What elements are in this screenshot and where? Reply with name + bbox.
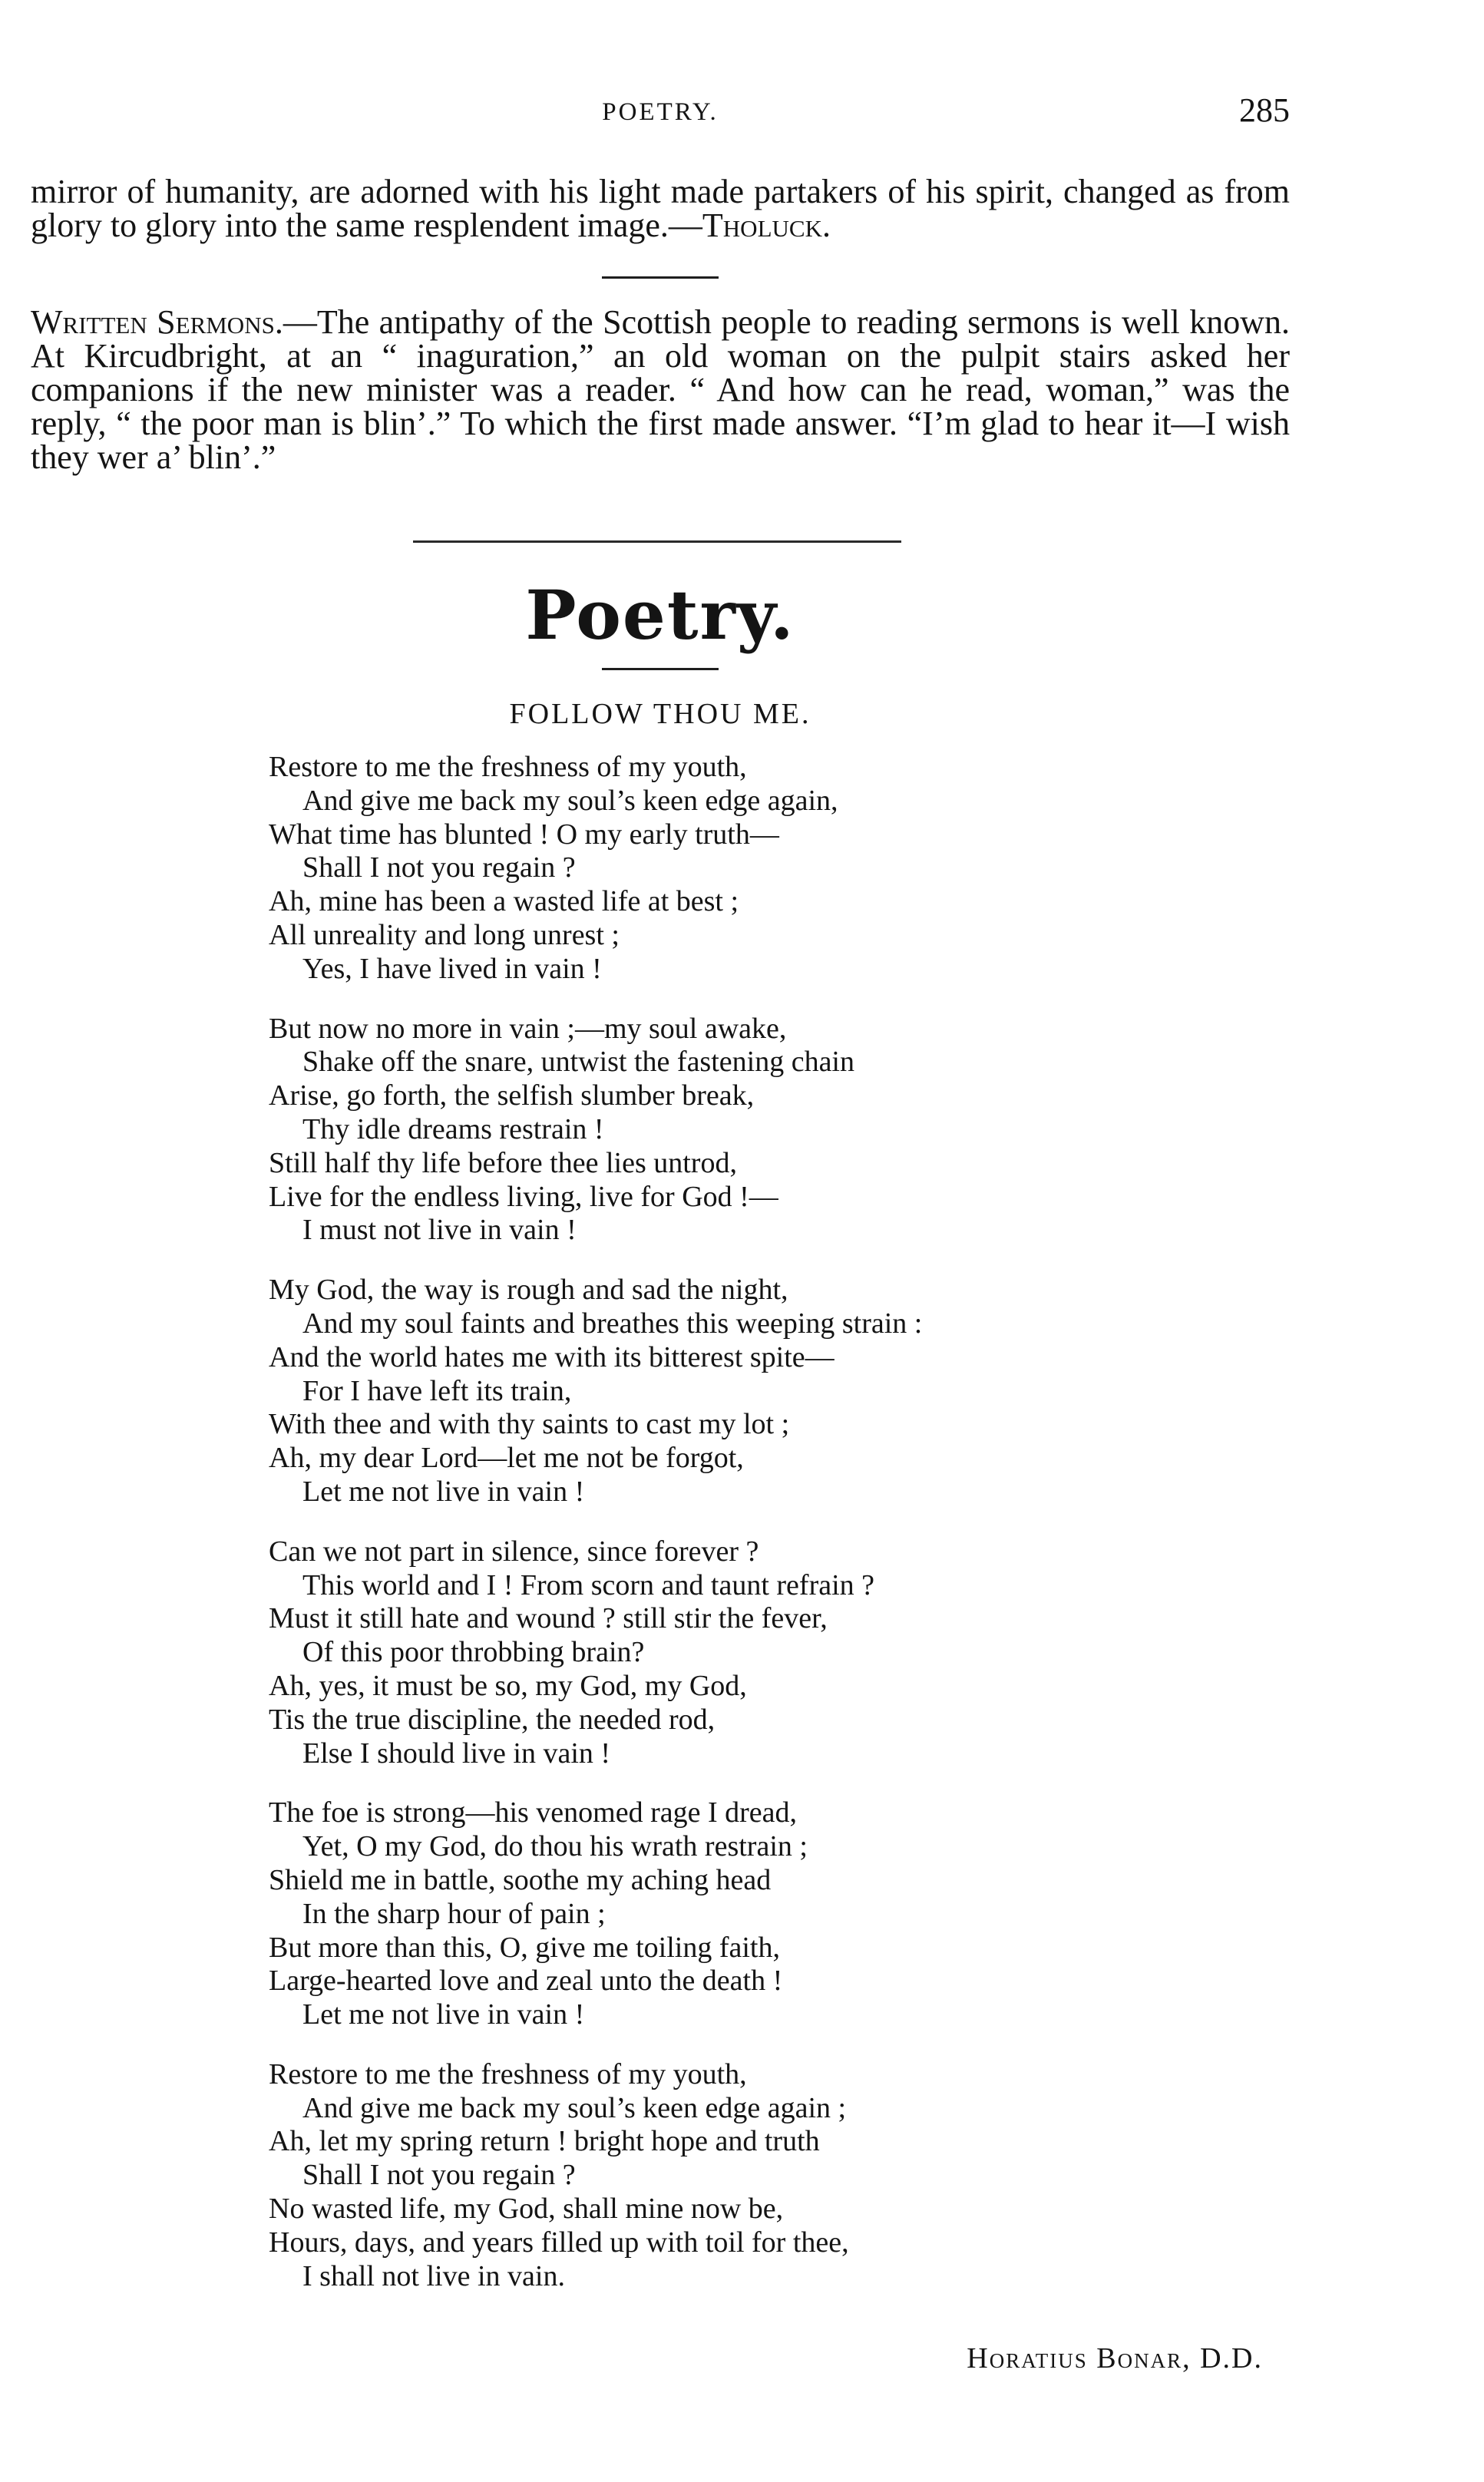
poem-line: But more than this, O, give me toiling faith,: [269, 1931, 780, 1964]
poem-line: Shake off the snare, untwist the fastening chain: [302, 1046, 854, 1079]
poem-line: Shall I not you regain ?: [302, 851, 576, 884]
written-sermons-text: —The antipathy of the Scottish people to reading sermons is well known. At Kircudbright, at an “ inaguration,” an old woman on the pulpit stairs asked her companions if the new minister was a reader. “ And how can he read, woman,” was the reply, “ the poor man is blin’.” To which the first made answer. “I’m glad to hear it—I wish they wer a’ blin’.”: [31, 303, 1290, 476]
poem-line: And the world hates me with its bitterest spite—: [269, 1340, 835, 1373]
poem-line: This world and I ! From scorn and taunt refrain ?: [302, 1568, 875, 1601]
stanza-6: [269, 2058, 1190, 2294]
poem-line: Hours, days, and years filled up with toil for thee,: [269, 2226, 849, 2259]
stanza-4: [269, 1535, 1190, 1771]
poem-line: Ah, yes, it must be so, my God, my God,: [269, 1669, 747, 1702]
page-number: 285: [1239, 91, 1290, 129]
poem-line: In the sharp hour of pain ;: [302, 1897, 606, 1930]
poem-line: Yet, O my God, do thou his wrath restrain ;: [302, 1830, 808, 1863]
poem-line: Shall I not you regain ?: [302, 2159, 576, 2192]
poem-line: Thy idle dreams restrain !: [302, 1112, 604, 1145]
running-head: [31, 91, 1290, 137]
poem-body: [269, 751, 1190, 2319]
poem-line: Shield me in battle, soothe my aching head: [269, 1863, 772, 1896]
poem-line: Else I should live in vain !: [302, 1737, 611, 1770]
stanza-5: [269, 1796, 1190, 2032]
poem-line: But now no more in vain ;—my soul awake,: [269, 1012, 787, 1045]
poem-line: Let me not live in vain !: [302, 1475, 585, 1508]
poem-line: Restore to me the freshness of my youth,: [269, 2057, 747, 2090]
poem-line: What time has blunted ! O my early truth—: [269, 818, 779, 851]
tholuck-text: mirror of humanity, are adorned with his light made partakers of his spirit, changed as from glory to glory into the same resplendent image.—: [31, 173, 1290, 244]
poem-line: All unreality and long unrest ;: [269, 918, 620, 951]
poem-line: Still half thy life before thee lies untrod,: [269, 1146, 737, 1179]
stanza-2: [269, 1013, 1190, 1248]
poem-line: I must not live in vain !: [302, 1214, 577, 1247]
poem-line: Large-hearted love and zeal unto the death !: [269, 1965, 783, 1998]
stanza-3: [269, 1274, 1190, 1509]
section-divider: [413, 540, 901, 543]
poem-line: Ah, my dear Lord—let me not be forgot,: [269, 1442, 744, 1475]
written-sermons-lead: Written Sermons.: [31, 303, 283, 341]
poem-line: Yes, I have lived in vain !: [302, 952, 602, 985]
written-sermons-paragraph: [31, 303, 1290, 476]
heading-underline: [602, 668, 719, 670]
poem-line: For I have left its train,: [302, 1374, 572, 1407]
stanza-1: [269, 751, 1190, 987]
poem-line: And give me back my soul’s keen edge again,: [302, 784, 838, 817]
section-heading: Poetry.: [525, 575, 795, 655]
running-title: POETRY.: [602, 98, 719, 126]
poem-line: Can we not part in silence, since forever ?: [269, 1535, 759, 1568]
poem-line: Arise, go forth, the selfish slumber break,: [269, 1079, 755, 1112]
poem-line: Of this poor throbbing brain?: [302, 1636, 645, 1669]
poem-line: Tis the true discipline, the needed rod,: [269, 1703, 716, 1736]
tholuck-paragraph: [31, 175, 1290, 243]
poem-line: Ah, mine has been a wasted life at best ;: [269, 885, 739, 918]
tholuck-author: Tholuck.: [702, 207, 831, 244]
short-divider: [602, 276, 719, 279]
poem-line: Let me not live in vain !: [302, 1998, 585, 2031]
poem-title: FOLLOW THOU ME.: [509, 698, 811, 730]
poem-line: I shall not live in vain.: [302, 2259, 565, 2292]
poem-line: Ah, let my spring return ! bright hope and truth: [269, 2125, 820, 2158]
poem-line: The foe is strong—his venomed rage I dread,: [269, 1796, 798, 1829]
poem-line: Live for the endless living, live for God !—: [269, 1180, 778, 1213]
poem-line: And my soul faints and breathes this weeping strain :: [302, 1307, 923, 1340]
poem-line: Restore to me the freshness of my youth,: [269, 751, 747, 783]
poem-line: Must it still hate and wound ? still stir the fever,: [269, 1602, 828, 1635]
poem-signature: Horatius Bonar, D.D.: [967, 2342, 1263, 2375]
poem-line: No wasted life, my God, shall mine now be,: [269, 2193, 784, 2226]
poem-line: My God, the way is rough and sad the night,: [269, 1274, 788, 1307]
poem-line: And give me back my soul’s keen edge again ;: [302, 2091, 847, 2124]
poem-line: With thee and with thy saints to cast my lot ;: [269, 1408, 790, 1441]
